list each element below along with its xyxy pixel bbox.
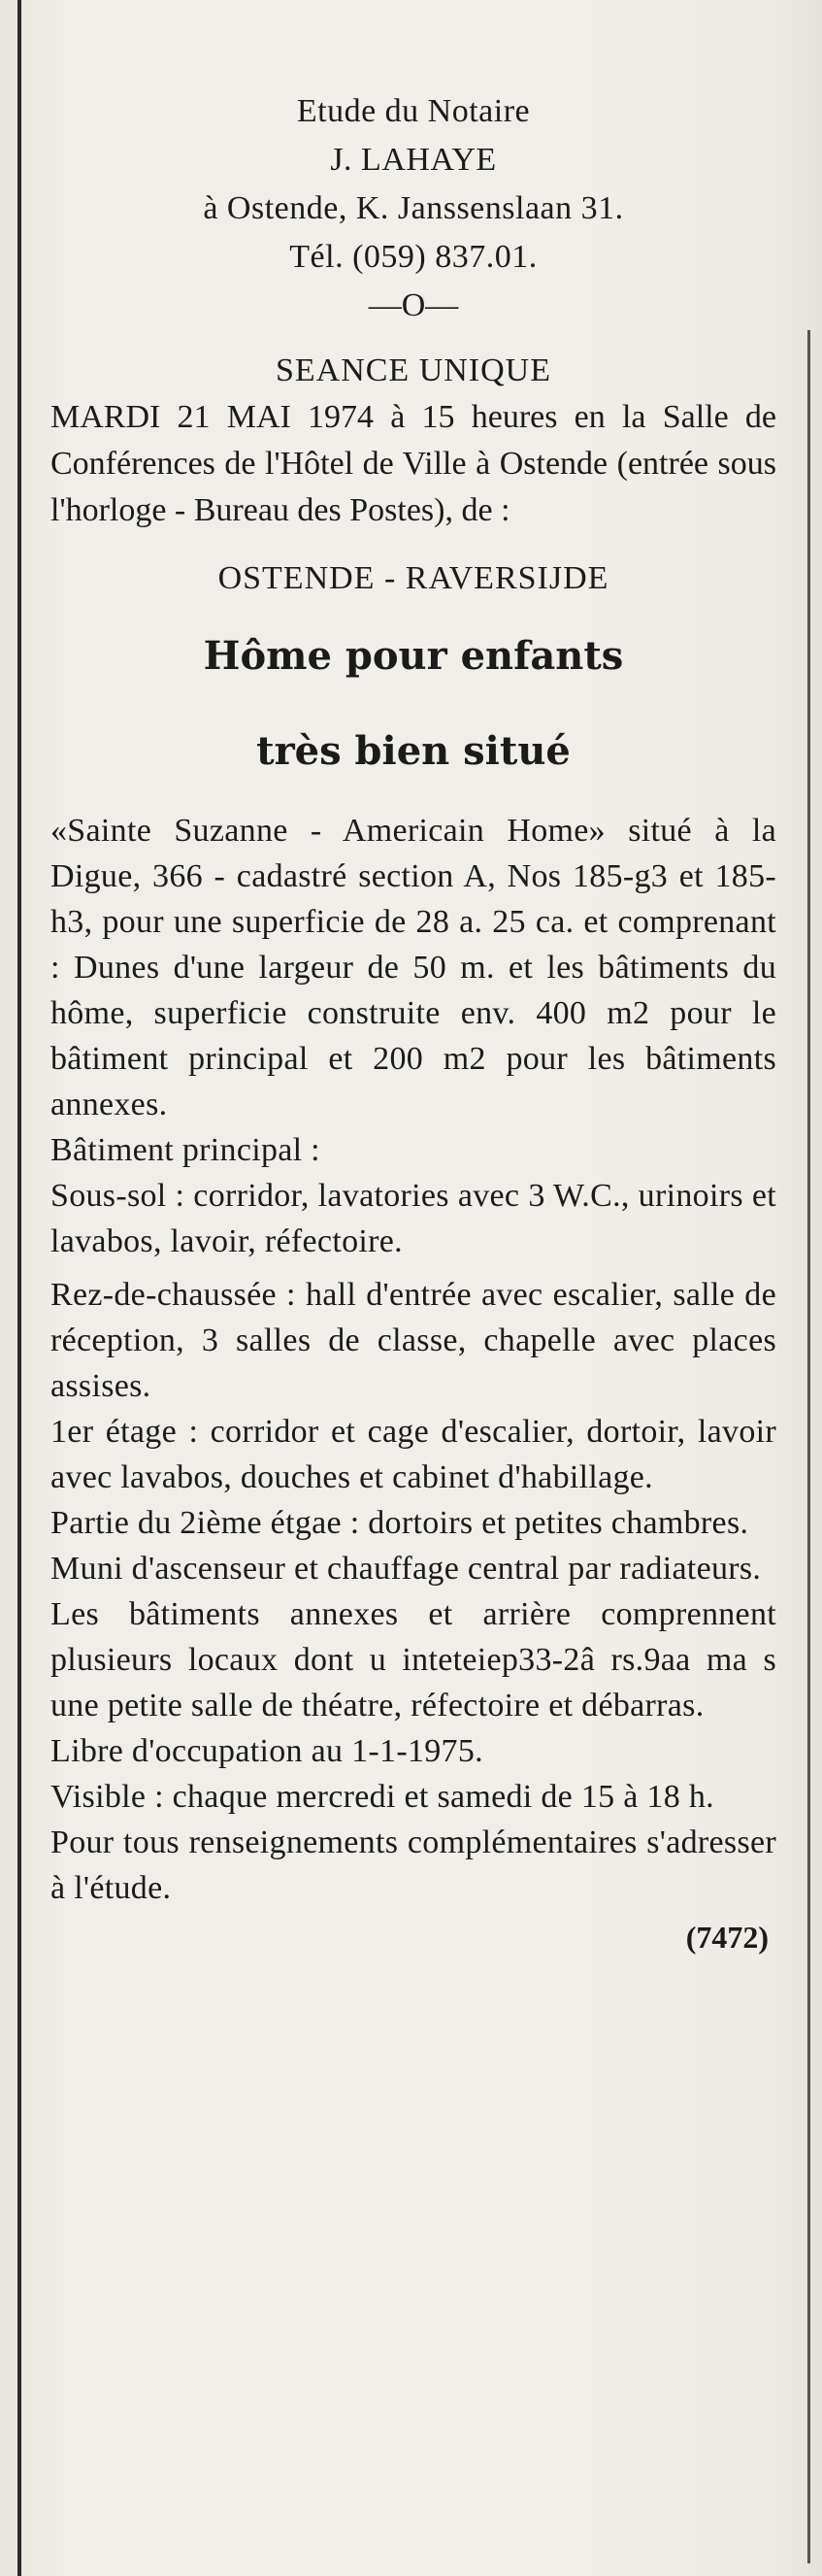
header-separator: —O—: [368, 287, 459, 323]
visiting-hours-text: Visible : chaque mercredi et samedi de 15 à 18 h.: [50, 1779, 714, 1815]
main-building-heading: Bâtiment principal :: [50, 1132, 320, 1168]
header-line-address: à Ostende, K. Janssenslaan 31.: [203, 190, 624, 226]
equipment-description: Muni d'ascenseur et chauffage central par radiateurs.: [50, 1551, 762, 1587]
headline-line-1: Hôme pour enfants: [203, 633, 624, 679]
availability-text: Libre d'occupation au 1-1-1975.: [50, 1733, 483, 1769]
contact-text: Pour tous renseignements complémentaires s'adresser à l'étude.: [50, 1824, 776, 1906]
headline-line-2: très bien situé: [256, 728, 571, 774]
basement-description: Sous-sol : corridor, lavatories avec 3 W.C., urinoirs et lavabos, lavoir, réfectoire.: [50, 1178, 776, 1259]
reference-number: (7472): [685, 1920, 769, 1955]
seance-text: MARDI 21 MAI 1974 à 15 heures en la Salle de Conférences de l'Hôtel de Ville à Ostende (entrée sous l'horloge - Bureau des Postes), de :: [50, 399, 776, 528]
property-location: OSTENDE - RAVERSIJDE: [217, 560, 609, 596]
first-floor-description: 1er étage : corridor et cage d'escalier, dortoir, lavoir avec lavabos, douches et cabinet d'habillage.: [50, 1414, 776, 1495]
ground-floor-description: Rez-de-chaussée : hall d'entrée avec escalier, salle de réception, 3 salles de classe, chapelle avec places assises.: [50, 1277, 776, 1404]
annex-description: Les bâtiments annexes et arrière comprennent plusieurs locaux dont u inteteiep33-2â rs.9aa ma s une petite salle de théatre, réfectoire et débarras.: [50, 1596, 776, 1723]
seance-title: SEANCE UNIQUE: [275, 352, 552, 388]
header-line-office: Etude du Notaire: [296, 93, 531, 129]
notice-column: [50, 87, 776, 1959]
right-column-rule: [807, 330, 810, 2563]
header-line-name: J. LAHAYE: [330, 142, 497, 178]
left-column-rule: [17, 0, 21, 2576]
second-floor-description: Partie du 2ième étgae : dortoirs et petites chambres.: [50, 1505, 749, 1541]
header-line-phone: Tél. (059) 837.01.: [289, 239, 538, 275]
property-description: «Sainte Suzanne - Americain Home» situé à la Digue, 366 - cadastré section A, Nos 185-g3 et 185-h3, pour une superficie de 28 a. 25 ca. et comprenant : Dunes d'une largeur de 50 m. et les bâtiments du hôme, superficie construite env. 400 m2 pour le bâtiment principal et 200 m2 pour les bâtiments annexes.: [50, 813, 776, 1122]
notary-header: [50, 87, 776, 282]
